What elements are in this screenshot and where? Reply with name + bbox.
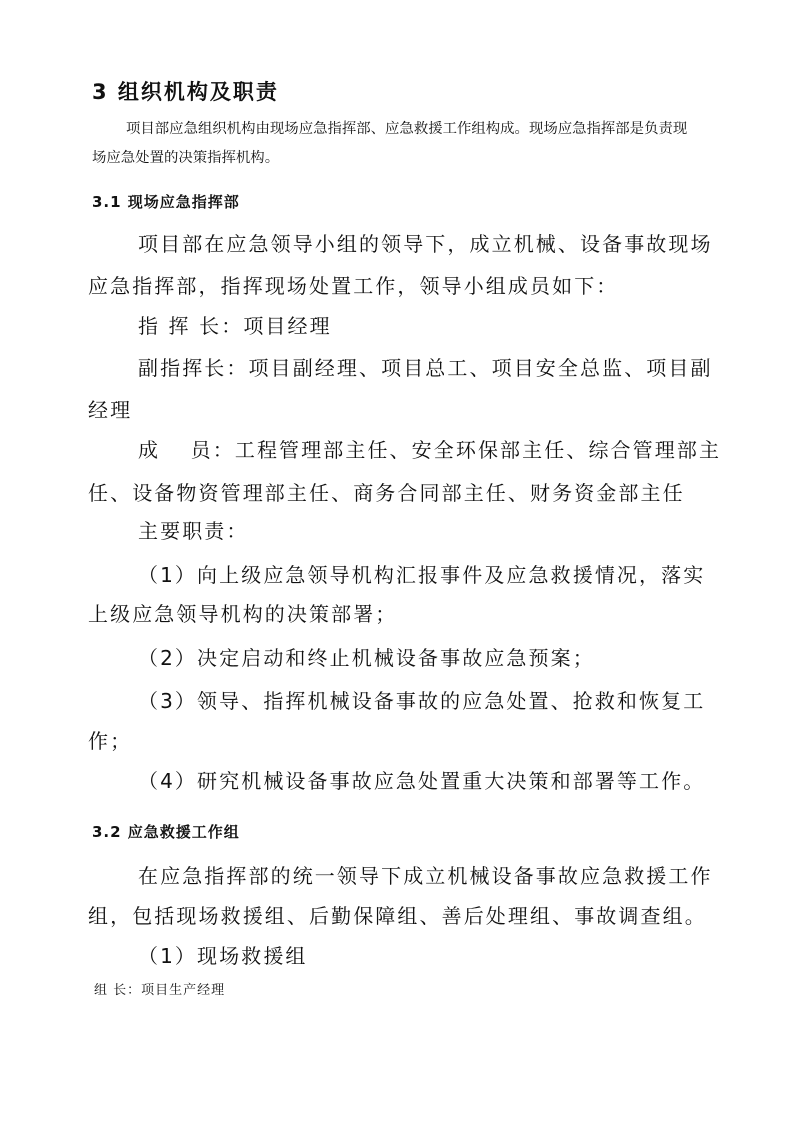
duty-item: 作；	[88, 729, 133, 753]
duty-item: （1）向上级应急领导机构汇报事件及应急救援情况，落实	[138, 563, 706, 587]
deputy-line: 副指挥长：项目副经理、项目总工、项目安全总监、项目副	[138, 356, 713, 380]
group-heading: （1）现场救援组	[138, 944, 308, 968]
subsection-heading-3-1: 3.1 现场应急指挥部	[92, 193, 240, 211]
paragraph-line: 组，包括现场救援组、后勤保障组、善后处理组、事故调查组。	[88, 904, 707, 928]
duty-item: （2）决定启动和终止机械设备事故应急预案；	[138, 646, 595, 670]
paragraph-line: 项目部在应急领导小组的领导下，成立机械、设备事故现场	[138, 232, 713, 256]
section-heading: 3 组织机构及职责	[92, 80, 279, 104]
members-line: 成 员：工程管理部主任、安全环保部主任、综合管理部主	[138, 438, 722, 462]
members-line: 任、设备物资管理部主任、商务合同部主任、财务资金部主任	[88, 481, 685, 505]
intro-line-1: 项目部应急组织机构由现场应急指挥部、应急救援工作组构成。现场应急指挥部是负责现	[126, 121, 688, 137]
duties-label: 主要职责：	[138, 519, 249, 543]
duty-item: （3）领导、指挥机械设备事故的应急处置、抢救和恢复工	[138, 689, 706, 713]
duty-item: （4）研究机械设备事故应急处置重大决策和部署等工作。	[138, 769, 706, 793]
deputy-line: 经理	[88, 398, 133, 422]
subsection-heading-3-2: 3.2 应急救援工作组	[92, 823, 240, 841]
intro-line-2: 场应急处置的决策指挥机构。	[92, 150, 280, 166]
group-leader-line: 组 长：项目生产经理	[94, 983, 226, 998]
paragraph-line: 在应急指挥部的统一领导下成立机械设备事故应急救援工作	[138, 864, 713, 888]
paragraph-line: 应急指挥部，指挥现场处置工作，领导小组成员如下：	[88, 274, 619, 298]
commander-line: 指 挥 长：项目经理	[138, 314, 332, 338]
duty-item: 上级应急领导机构的决策部署；	[88, 602, 398, 626]
